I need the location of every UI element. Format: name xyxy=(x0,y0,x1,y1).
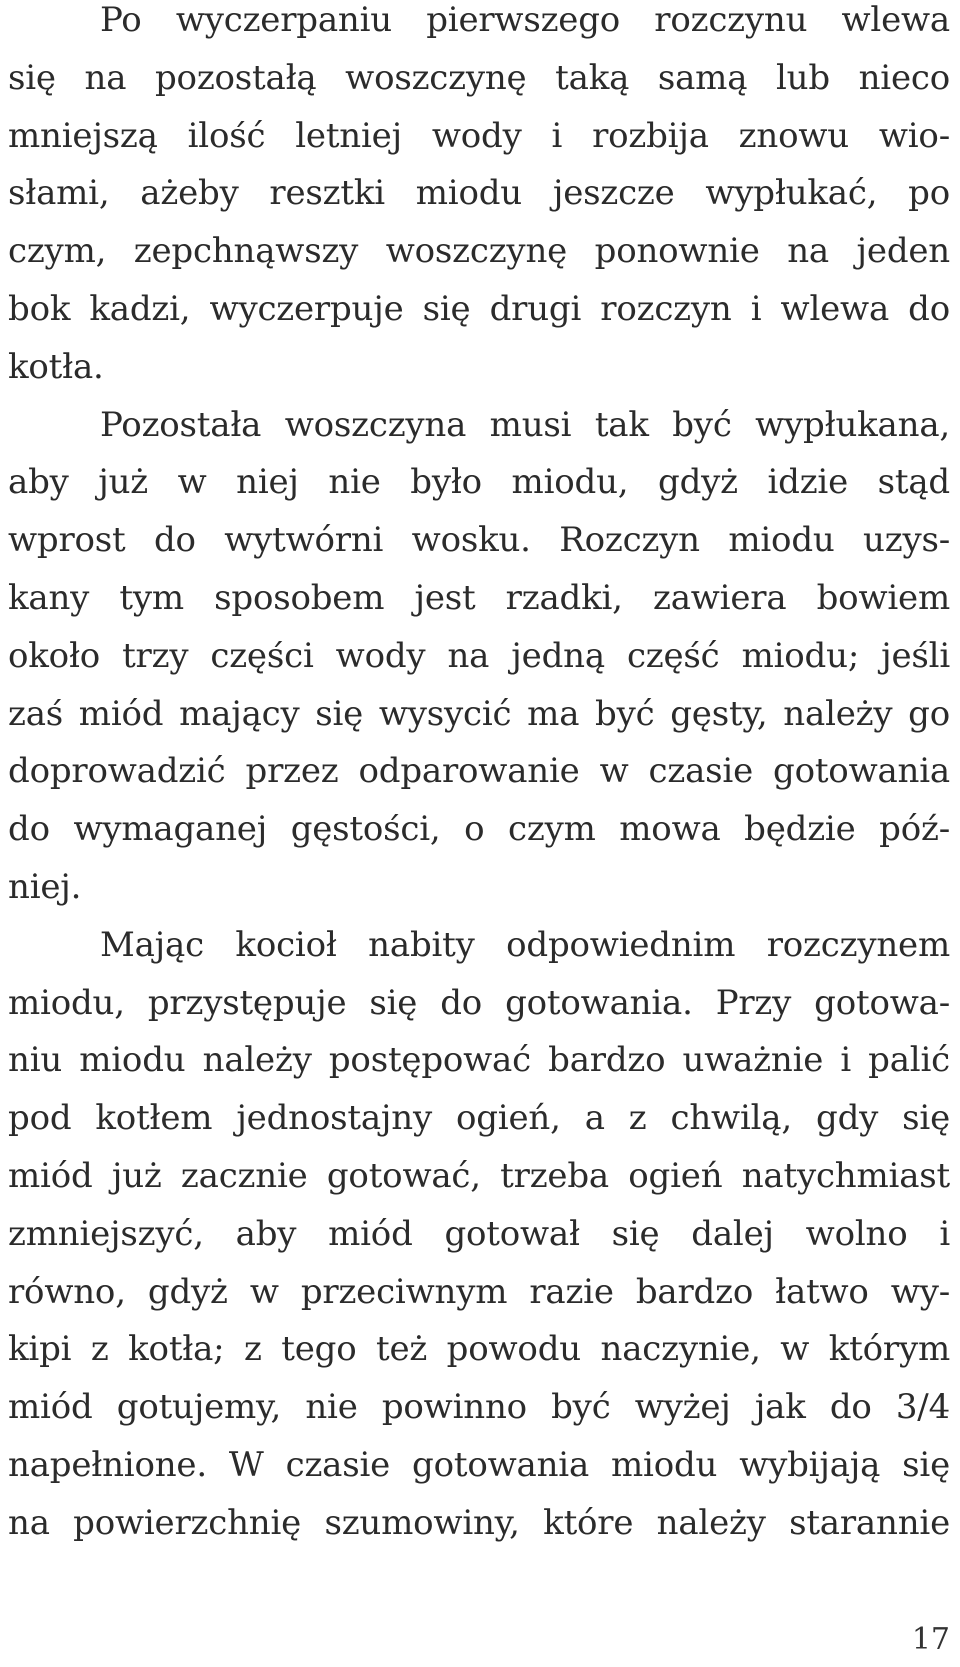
text-line: czym, zepchnąwszy woszczynę ponownie na jeden xyxy=(8,231,950,272)
text-line: słami, ażeby resztki miodu jeszcze wypłukać, po xyxy=(8,173,950,214)
text-line: Po wyczerpaniu pierwszego rozczynu wlewa xyxy=(100,0,950,40)
text-line: miód gotujemy, nie powinno być wyżej jak do 3/4 xyxy=(8,1387,950,1428)
text-line: niu miodu należy postępować bardzo uważnie i palić xyxy=(8,1040,950,1081)
text-line: około trzy części wody na jedną część miodu; jeśli xyxy=(8,635,950,676)
text-line: bok kadzi, wyczerpuje się drugi rozczyn i wlewa do xyxy=(8,288,950,329)
text-line: równo, gdyż w przeciwnym razie bardzo łatwo wy- xyxy=(8,1271,950,1312)
text-line: miodu, przystępuje się do gotowania. Przy gotowa- xyxy=(8,982,950,1023)
text-line: niej. xyxy=(8,866,82,907)
page-number: 17 xyxy=(911,1622,950,1657)
text-line: Pozostała woszczyna musi tak być wypłukana, xyxy=(100,404,950,445)
text-line: napełnione. W czasie gotowania miodu wybijają się xyxy=(8,1444,950,1485)
text-line: mniejszą ilość letniej wody i rozbija znowu wio- xyxy=(8,115,950,156)
text-line: zaś miód mający się wysycić ma być gęsty, należy go xyxy=(8,693,950,734)
text-line: na powierzchnię szumowiny, które należy starannie xyxy=(8,1502,950,1543)
text-line: kany tym sposobem jest rzadki, zawiera bowiem xyxy=(8,577,950,618)
text-line: miód już zacznie gotować, trzeba ogień natychmiast xyxy=(8,1155,950,1196)
text-line: zmniejszyć, aby miód gotował się dalej wolno i xyxy=(8,1213,950,1254)
body-text xyxy=(8,0,950,1553)
text-line: kipi z kotła; z tego też powodu naczynie, w którym xyxy=(8,1329,950,1370)
text-line: wprost do wytwórni wosku. Rozczyn miodu uzys- xyxy=(8,520,950,561)
text-line: aby już w niej nie było miodu, gdyż idzie stąd xyxy=(8,462,950,503)
text-line: Mając kocioł nabity odpowiednim rozczynem xyxy=(100,924,950,965)
text-line: do wymaganej gęstości, o czym mowa będzie póź- xyxy=(8,809,950,850)
text-line: się na pozostałą woszczynę taką samą lub nieco xyxy=(8,57,950,98)
text-line: doprowadzić przez odparowanie w czasie gotowania xyxy=(8,751,950,792)
text-line: pod kotłem jednostajny ogień, a z chwilą, gdy się xyxy=(8,1098,950,1139)
text-line: kotła. xyxy=(8,346,104,387)
